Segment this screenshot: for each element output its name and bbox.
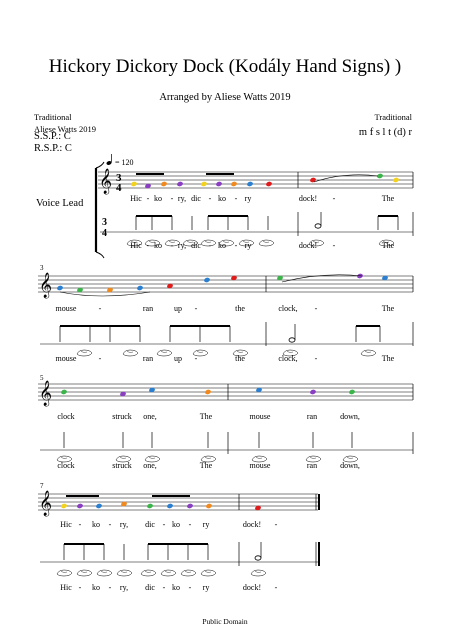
lyric-syllable: ko — [218, 194, 226, 203]
lyric-syllable: - — [78, 583, 82, 592]
composer-left: Traditional — [34, 112, 72, 122]
lyric-syllable: mouse — [55, 304, 77, 313]
lyric-syllable: ry, — [177, 241, 187, 250]
staff-system-3 — [38, 380, 413, 462]
lyric-syllable: - — [208, 194, 212, 203]
lyric-syllable: - — [314, 304, 318, 313]
lyric-syllable: ry, — [119, 583, 129, 592]
composer-right: Traditional — [374, 112, 412, 122]
note-head — [176, 181, 183, 187]
copyright-line: Aliese Watts 2019 — [34, 124, 96, 134]
lyric-syllable: down, — [340, 412, 360, 421]
hand-sign-icon — [141, 570, 156, 576]
note-head — [60, 503, 67, 509]
lyric-syllable: clock — [57, 412, 75, 421]
lyric-syllable: mouse — [55, 354, 77, 363]
note-head — [200, 181, 207, 187]
rhythm-time-top: 3 — [102, 217, 107, 228]
hand-sign-icon — [361, 350, 376, 356]
measure-number-5: 5 — [40, 374, 44, 382]
note-head — [348, 389, 355, 395]
hand-sign-icon — [57, 570, 72, 576]
hand-sign-icon — [77, 350, 92, 356]
lyric-syllable: Hic — [130, 241, 142, 250]
lyric-syllable: struck — [112, 461, 132, 470]
lyric-syllable: dock! — [298, 194, 318, 203]
lyric-syllable: - — [188, 520, 192, 529]
treble-clef: 𝄞 — [99, 168, 113, 193]
lyric-syllable: ry — [244, 241, 252, 250]
lyric-syllable: ko — [172, 583, 180, 592]
lyric-syllable: ry — [202, 520, 210, 529]
treble-clef: 𝄞 — [39, 272, 53, 297]
time-signature-bottom: 4 — [116, 182, 122, 194]
lyric-syllable: Hic — [130, 194, 142, 203]
lyric-syllable: - — [194, 354, 198, 363]
tempo-number: = 120 — [115, 158, 134, 167]
lyric-syllable: dic — [191, 241, 201, 250]
lyric-syllable: the — [235, 354, 245, 363]
lyric-syllable: - — [170, 241, 174, 250]
lyric-syllable: ry — [202, 583, 210, 592]
lyric-syllable: dic — [191, 194, 201, 203]
lyric-syllable: dock! — [298, 241, 318, 250]
license-footer: Public Domain — [202, 617, 248, 626]
lyric-syllable: - — [234, 194, 238, 203]
arranger-credit: Arranged by Aliese Watts 2019 — [159, 92, 291, 103]
staff-system-4 — [38, 490, 319, 576]
lyric-syllable: ko — [154, 194, 162, 203]
staff-system-2 — [38, 272, 413, 356]
note-head — [204, 389, 211, 395]
lyric-syllable: - — [194, 304, 198, 313]
note-head — [265, 181, 272, 187]
lyric-syllable: - — [188, 583, 192, 592]
lyric-syllable: The — [199, 412, 213, 421]
lyric-syllable: up — [174, 304, 182, 313]
lyric-syllable: mouse — [249, 461, 271, 470]
note-head — [246, 181, 253, 187]
note-head — [56, 285, 63, 291]
lyric-syllable: down, — [340, 461, 360, 470]
lyric-syllable: ran — [306, 461, 318, 470]
lyric-syllable: ko — [92, 583, 100, 592]
note-head — [166, 503, 173, 509]
lyric-syllable: ko — [172, 520, 180, 529]
lyric-syllable: The — [381, 304, 395, 313]
lyric-syllable: one, — [143, 412, 157, 421]
note-head — [60, 389, 67, 395]
lyric-syllable: - — [274, 520, 278, 529]
lyric-syllable: the — [235, 304, 245, 313]
measure-number-3: 3 — [40, 264, 44, 272]
solfege-set: m f s l t (d) r — [358, 127, 412, 138]
note-head — [205, 503, 212, 509]
lyric-syllable: - — [146, 241, 150, 250]
lyric-syllable: - — [332, 194, 336, 203]
note-head — [230, 181, 237, 187]
lyrics — [56, 194, 395, 592]
lyric-syllable: clock, — [278, 354, 298, 363]
lyric-syllable: - — [332, 241, 336, 250]
lyric-syllable: The — [381, 354, 395, 363]
tempo-marking — [106, 154, 134, 167]
note-head — [309, 177, 316, 183]
lyric-syllable: dic — [145, 520, 155, 529]
note-head — [215, 181, 222, 187]
treble-clef: 𝄞 — [39, 380, 53, 405]
lyric-syllable: - — [234, 241, 238, 250]
note-head — [392, 177, 399, 183]
instrument-label: Voice Lead — [36, 198, 84, 209]
lyric-syllable: ran — [142, 304, 154, 313]
lyric-syllable: clock — [57, 461, 75, 470]
lyric-syllable: dock! — [242, 583, 262, 592]
lyric-syllable: - — [208, 241, 212, 250]
lyric-syllable: ko — [92, 520, 100, 529]
lyric-syllable: The — [381, 241, 395, 250]
lyric-syllable: dic — [145, 583, 155, 592]
note-head — [146, 503, 153, 509]
score-title: Hickory Dickory Dock (Kodály Hand Signs) ) — [48, 56, 402, 77]
lyric-syllable: - — [274, 583, 278, 592]
half-note — [315, 224, 321, 228]
hand-sign-icon — [161, 570, 176, 576]
lyric-syllable: up — [174, 354, 182, 363]
lyric-syllable: - — [314, 354, 318, 363]
hand-sign-icon — [201, 570, 216, 576]
time-signature-top: 3 — [116, 172, 122, 184]
lyric-syllable: The — [381, 194, 395, 203]
measure-number-7: 7 — [40, 482, 44, 490]
hand-sign-icon — [259, 240, 274, 246]
treble-clef: 𝄞 — [39, 490, 53, 515]
hand-sign-icon — [97, 570, 112, 576]
note-head — [160, 181, 167, 187]
slur — [60, 292, 150, 296]
lyric-syllable: ry, — [177, 194, 187, 203]
ssp-label: S.S.P.: C — [34, 131, 71, 142]
lyric-syllable: - — [170, 194, 174, 203]
lyric-syllable: Hic — [60, 583, 72, 592]
lyric-syllable: The — [199, 461, 213, 470]
note-head — [203, 277, 210, 283]
hand-sign-icon — [77, 570, 92, 576]
lyric-syllable: ran — [306, 412, 318, 421]
lyric-syllable: ran — [142, 354, 154, 363]
hand-sign-icon — [157, 350, 172, 356]
note-head — [186, 503, 193, 509]
lyric-syllable: struck — [112, 412, 132, 421]
lyric-syllable: - — [162, 583, 166, 592]
lyric-syllable: ry, — [119, 520, 129, 529]
hand-sign-icon — [251, 570, 266, 576]
lyric-syllable: dock! — [242, 520, 262, 529]
rsp-label: R.S.P.: C — [34, 143, 72, 154]
staff-system-1 — [98, 168, 413, 246]
lyric-syllable: - — [98, 354, 102, 363]
lyric-syllable: - — [162, 520, 166, 529]
rhythm-time-bottom: 4 — [102, 228, 107, 239]
half-note — [289, 338, 295, 342]
lyric-syllable: - — [108, 583, 112, 592]
note-head — [130, 181, 137, 187]
note-head — [309, 389, 316, 395]
lyric-syllable: Hic — [60, 520, 72, 529]
lyric-syllable: ry — [244, 194, 252, 203]
note-head — [76, 503, 83, 509]
note-head — [136, 285, 143, 291]
hand-sign-icon — [181, 570, 196, 576]
lyric-syllable: ko — [154, 241, 162, 250]
lyric-syllable: ko — [218, 241, 226, 250]
lyric-syllable: one, — [143, 461, 157, 470]
lyric-syllable: mouse — [249, 412, 271, 421]
lyric-syllable: - — [146, 194, 150, 203]
lyric-syllable: - — [108, 520, 112, 529]
lyric-syllable: - — [98, 304, 102, 313]
lyric-syllable: clock, — [278, 304, 298, 313]
note-head — [95, 503, 102, 509]
hand-sign-icon — [123, 350, 138, 356]
hand-sign-icon — [117, 570, 132, 576]
lyric-syllable: - — [78, 520, 82, 529]
half-note — [255, 556, 261, 560]
